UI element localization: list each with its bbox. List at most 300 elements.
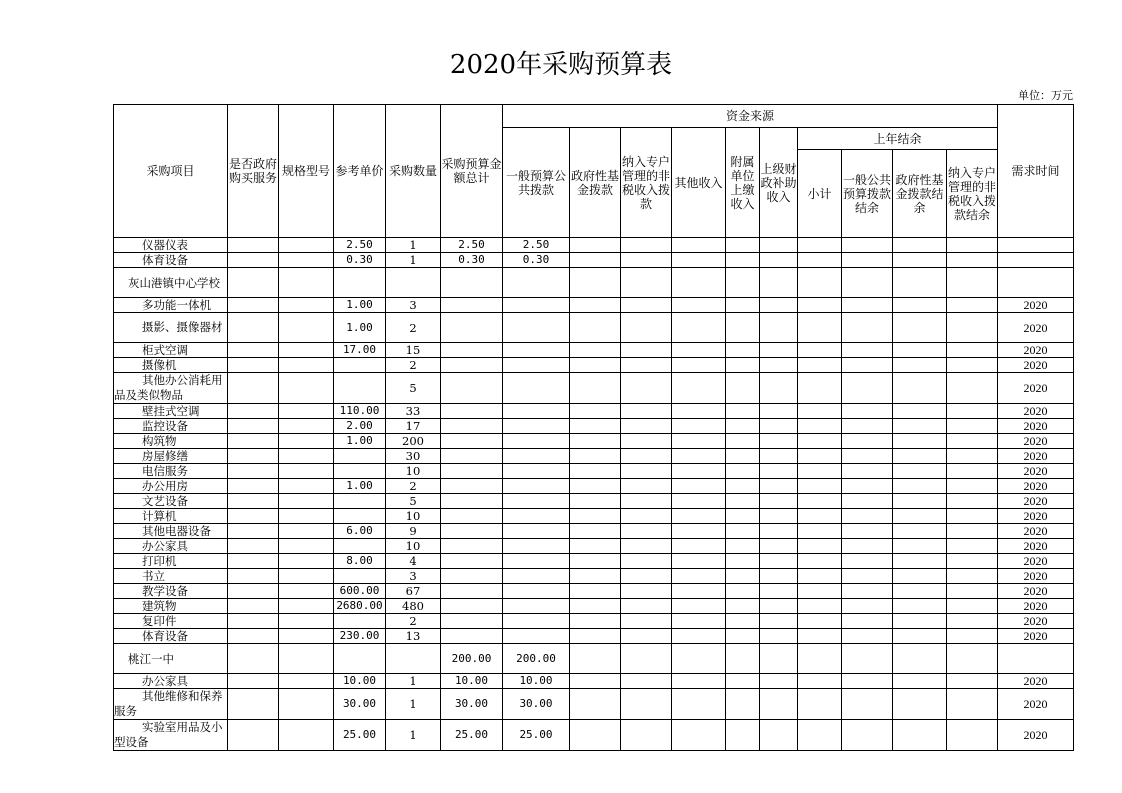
header-superior: 上级财政补助收入 (760, 128, 798, 238)
general-budget-cell (503, 268, 570, 298)
item-name-cell: 其他电器设备 (114, 524, 228, 539)
ref-price-cell (334, 644, 386, 674)
fund-cell (842, 494, 893, 509)
table-row (114, 434, 1074, 449)
fund-cell (947, 313, 998, 343)
spec-cell (279, 404, 334, 419)
fund-cell (672, 449, 726, 464)
fund-cell (570, 524, 621, 539)
gov-purchase-cell (228, 599, 279, 614)
fund-cell (726, 614, 760, 629)
fund-cell (570, 253, 621, 268)
demand-time-cell: 2020 (998, 629, 1074, 644)
qty-cell: 5 (386, 373, 441, 404)
table-row (114, 674, 1074, 689)
general-budget-cell (503, 373, 570, 404)
table-row (114, 584, 1074, 599)
ref-price-cell: 30.00 (334, 689, 386, 720)
fund-cell (798, 268, 842, 298)
demand-time-cell: 2020 (998, 720, 1074, 751)
general-budget-cell (503, 343, 570, 358)
header-gov-purchase: 是否政府购买服务 (228, 105, 279, 238)
fund-cell (947, 539, 998, 554)
fund-cell (726, 599, 760, 614)
ref-price-cell: 1.00 (334, 479, 386, 494)
ref-price-cell (334, 464, 386, 479)
budget-table-body (114, 238, 1074, 751)
fund-cell (672, 599, 726, 614)
general-budget-cell (503, 554, 570, 569)
header-demand-time: 需求时间 (998, 105, 1074, 238)
fund-cell (672, 298, 726, 313)
total-cell: 30.00 (441, 689, 503, 720)
demand-time-cell: 2020 (998, 434, 1074, 449)
demand-time-cell: 2020 (998, 358, 1074, 373)
fund-cell (570, 479, 621, 494)
fund-cell (726, 298, 760, 313)
general-budget-cell (503, 358, 570, 373)
spec-cell (279, 524, 334, 539)
fund-cell (842, 524, 893, 539)
fund-cell (947, 449, 998, 464)
gov-purchase-cell (228, 674, 279, 689)
general-budget-cell: 10.00 (503, 674, 570, 689)
qty-cell: 67 (386, 584, 441, 599)
fund-cell (621, 569, 672, 584)
fund-cell (798, 253, 842, 268)
fund-cell (570, 313, 621, 343)
gov-purchase-cell (228, 524, 279, 539)
item-name-cell: 构筑物 (114, 434, 228, 449)
fund-cell (842, 434, 893, 449)
fund-cell (760, 343, 798, 358)
ref-price-cell: 1.00 (334, 298, 386, 313)
item-name-cell: 监控设备 (114, 419, 228, 434)
fund-cell (672, 313, 726, 343)
fund-cell (947, 268, 998, 298)
qty-cell: 10 (386, 539, 441, 554)
ref-price-cell (334, 449, 386, 464)
table-row (114, 539, 1074, 554)
fund-cell (760, 253, 798, 268)
qty-cell: 3 (386, 569, 441, 584)
fund-cell (621, 298, 672, 313)
total-cell: 200.00 (441, 644, 503, 674)
fund-cell (726, 720, 760, 751)
fund-cell (570, 584, 621, 599)
header-general-budget: 一般预算公共拨款 (503, 128, 570, 238)
fund-cell (570, 464, 621, 479)
fund-cell (621, 404, 672, 419)
fund-cell (798, 629, 842, 644)
gov-purchase-cell (228, 539, 279, 554)
fund-cell (798, 644, 842, 674)
fund-cell (947, 479, 998, 494)
general-budget-cell: 30.00 (503, 689, 570, 720)
fund-cell (760, 373, 798, 404)
fund-cell (570, 539, 621, 554)
fund-cell (842, 358, 893, 373)
qty-cell: 17 (386, 419, 441, 434)
demand-time-cell (998, 253, 1074, 268)
fund-cell (947, 464, 998, 479)
table-row (114, 343, 1074, 358)
fund-cell (798, 720, 842, 751)
qty-cell (386, 268, 441, 298)
general-budget-cell (503, 614, 570, 629)
gov-purchase-cell (228, 464, 279, 479)
demand-time-cell: 2020 (998, 539, 1074, 554)
fund-cell (570, 644, 621, 674)
total-cell (441, 509, 503, 524)
item-name-cell: 教学设备 (114, 584, 228, 599)
fund-cell (621, 419, 672, 434)
table-row (114, 464, 1074, 479)
table-row (114, 629, 1074, 644)
fund-cell (798, 238, 842, 253)
spec-cell (279, 689, 334, 720)
general-budget-cell (503, 449, 570, 464)
fund-cell (842, 479, 893, 494)
fund-cell (621, 449, 672, 464)
general-budget-cell (503, 584, 570, 599)
item-name-cell: 仪器仪表 (114, 238, 228, 253)
table-row (114, 419, 1074, 434)
fund-cell (893, 449, 947, 464)
general-budget-cell (503, 479, 570, 494)
fund-cell (798, 554, 842, 569)
fund-cell (842, 253, 893, 268)
fund-cell (947, 720, 998, 751)
header-item: 采购项目 (114, 105, 228, 238)
total-cell (441, 419, 503, 434)
fund-cell (621, 720, 672, 751)
fund-cell (798, 584, 842, 599)
fund-cell (947, 238, 998, 253)
qty-cell: 1 (386, 674, 441, 689)
total-cell (441, 464, 503, 479)
fund-cell (842, 373, 893, 404)
demand-time-cell: 2020 (998, 569, 1074, 584)
fund-cell (672, 434, 726, 449)
table-row (114, 689, 1074, 720)
item-name-cell: 灰山港镇中心学校 (114, 268, 228, 298)
item-name-cell: 摄影、摄像器材 (114, 313, 228, 343)
fund-cell (672, 554, 726, 569)
qty-cell: 10 (386, 509, 441, 524)
fund-cell (893, 464, 947, 479)
general-budget-cell (503, 494, 570, 509)
page-title: 2020年采购预算表 (449, 50, 673, 80)
fund-cell (726, 644, 760, 674)
demand-time-cell (998, 644, 1074, 674)
table-row (114, 449, 1074, 464)
demand-time-cell: 2020 (998, 524, 1074, 539)
spec-cell (279, 479, 334, 494)
qty-cell: 1 (386, 253, 441, 268)
fund-cell (760, 554, 798, 569)
fund-cell (672, 674, 726, 689)
fund-cell (842, 584, 893, 599)
total-cell: 0.30 (441, 253, 503, 268)
spec-cell (279, 449, 334, 464)
total-cell (441, 569, 503, 584)
fund-cell (947, 644, 998, 674)
fund-cell (672, 689, 726, 720)
item-name-cell: 办公用房 (114, 479, 228, 494)
fund-cell (726, 343, 760, 358)
qty-cell: 1 (386, 238, 441, 253)
fund-cell (760, 434, 798, 449)
fund-cell (842, 464, 893, 479)
fund-cell (842, 554, 893, 569)
fund-cell (726, 404, 760, 419)
total-cell (441, 584, 503, 599)
gov-purchase-cell (228, 479, 279, 494)
fund-cell (893, 253, 947, 268)
fund-cell (760, 238, 798, 253)
fund-cell (570, 268, 621, 298)
general-budget-cell (503, 419, 570, 434)
fund-cell (726, 434, 760, 449)
gov-purchase-cell (228, 434, 279, 449)
total-cell (441, 268, 503, 298)
fund-cell (726, 373, 760, 404)
general-budget-cell (503, 599, 570, 614)
spec-cell (279, 238, 334, 253)
fund-cell (947, 494, 998, 509)
fund-cell (726, 509, 760, 524)
fund-cell (893, 434, 947, 449)
fund-cell (842, 298, 893, 313)
item-name-cell: 计算机 (114, 509, 228, 524)
header-affiliated: 附属单位上缴收入 (726, 128, 760, 238)
header-subtotal: 小计 (798, 150, 842, 238)
gov-purchase-cell (228, 253, 279, 268)
fund-cell (893, 614, 947, 629)
gov-purchase-cell (228, 569, 279, 584)
gov-purchase-cell (228, 494, 279, 509)
fund-cell (570, 629, 621, 644)
fund-cell (621, 524, 672, 539)
demand-time-cell (998, 238, 1074, 253)
spec-cell (279, 629, 334, 644)
fund-cell (672, 539, 726, 554)
item-name-cell: 多功能一体机 (114, 298, 228, 313)
fund-cell (726, 479, 760, 494)
fund-cell (947, 253, 998, 268)
general-budget-cell (503, 629, 570, 644)
gov-purchase-cell (228, 720, 279, 751)
fund-cell (947, 689, 998, 720)
spec-cell (279, 644, 334, 674)
table-row (114, 358, 1074, 373)
fund-cell (842, 509, 893, 524)
fund-cell (621, 599, 672, 614)
spec-cell (279, 268, 334, 298)
header-ly-special: 纳入专户管理的非税收入拨款结余 (947, 150, 998, 238)
fund-cell (798, 599, 842, 614)
demand-time-cell: 2020 (998, 509, 1074, 524)
fund-cell (893, 494, 947, 509)
fund-cell (798, 298, 842, 313)
fund-cell (947, 298, 998, 313)
fund-cell (621, 464, 672, 479)
fund-cell (893, 554, 947, 569)
item-name-cell: 房屋修缮 (114, 449, 228, 464)
fund-cell (760, 689, 798, 720)
fund-cell (842, 449, 893, 464)
fund-cell (893, 358, 947, 373)
general-budget-cell: 0.30 (503, 253, 570, 268)
fund-cell (672, 720, 726, 751)
total-cell (441, 524, 503, 539)
fund-cell (726, 313, 760, 343)
spec-cell (279, 434, 334, 449)
fund-cell (893, 343, 947, 358)
fund-cell (798, 419, 842, 434)
gov-purchase-cell (228, 343, 279, 358)
fund-cell (726, 524, 760, 539)
fund-cell (726, 494, 760, 509)
fund-cell (842, 629, 893, 644)
fund-cell (947, 434, 998, 449)
fund-cell (621, 479, 672, 494)
item-name-cell: 柜式空调 (114, 343, 228, 358)
fund-cell (672, 464, 726, 479)
fund-cell (672, 343, 726, 358)
table-row (114, 253, 1074, 268)
table-row (114, 404, 1074, 419)
fund-cell (760, 584, 798, 599)
general-budget-cell (503, 524, 570, 539)
header-ref-price: 参考单价 (334, 105, 386, 238)
fund-cell (672, 268, 726, 298)
fund-cell (672, 253, 726, 268)
table-row (114, 313, 1074, 343)
fund-cell (798, 464, 842, 479)
table-row (114, 373, 1074, 404)
fund-cell (893, 644, 947, 674)
fund-cell (842, 689, 893, 720)
table-row (114, 644, 1074, 674)
fund-cell (798, 404, 842, 419)
fund-cell (798, 674, 842, 689)
fund-cell (672, 509, 726, 524)
table-row (114, 494, 1074, 509)
total-cell (441, 404, 503, 419)
fund-cell (842, 720, 893, 751)
fund-cell (842, 238, 893, 253)
fund-cell (842, 569, 893, 584)
fund-cell (621, 554, 672, 569)
gov-purchase-cell (228, 404, 279, 419)
fund-cell (760, 358, 798, 373)
total-cell (441, 298, 503, 313)
total-cell: 2.50 (441, 238, 503, 253)
fund-cell (947, 569, 998, 584)
fund-cell (947, 509, 998, 524)
fund-cell (842, 674, 893, 689)
total-cell (441, 343, 503, 358)
qty-cell: 1 (386, 720, 441, 751)
demand-time-cell: 2020 (998, 449, 1074, 464)
fund-cell (672, 569, 726, 584)
item-name-cell: 桃江一中 (114, 644, 228, 674)
fund-cell (672, 358, 726, 373)
total-cell (441, 373, 503, 404)
fund-cell (570, 689, 621, 720)
gov-purchase-cell (228, 584, 279, 599)
fund-cell (570, 238, 621, 253)
general-budget-cell (503, 464, 570, 479)
general-budget-cell: 25.00 (503, 720, 570, 751)
fund-cell (760, 720, 798, 751)
ref-price-cell: 6.00 (334, 524, 386, 539)
spec-cell (279, 373, 334, 404)
fund-cell (726, 268, 760, 298)
fund-cell (672, 524, 726, 539)
fund-cell (621, 509, 672, 524)
fund-cell (672, 373, 726, 404)
fund-cell (672, 479, 726, 494)
table-row (114, 509, 1074, 524)
ref-price-cell: 25.00 (334, 720, 386, 751)
fund-cell (672, 629, 726, 644)
fund-cell (760, 674, 798, 689)
table-row (114, 599, 1074, 614)
spec-cell (279, 313, 334, 343)
fund-cell (570, 720, 621, 751)
demand-time-cell: 2020 (998, 479, 1074, 494)
fund-cell (947, 599, 998, 614)
fund-cell (760, 524, 798, 539)
fund-cell (798, 614, 842, 629)
fund-cell (570, 614, 621, 629)
fund-cell (893, 313, 947, 343)
item-name-cell: 办公家具 (114, 674, 228, 689)
spec-cell (279, 419, 334, 434)
fund-cell (947, 674, 998, 689)
fund-cell (621, 253, 672, 268)
fund-cell (893, 720, 947, 751)
qty-cell: 2 (386, 614, 441, 629)
ref-price-cell: 2.00 (334, 419, 386, 434)
fund-cell (893, 629, 947, 644)
qty-cell: 2 (386, 313, 441, 343)
ref-price-cell (334, 268, 386, 298)
gov-purchase-cell (228, 238, 279, 253)
item-name-cell: 书立 (114, 569, 228, 584)
header-other-income: 其他收入 (672, 128, 726, 238)
item-name-cell: 体育设备 (114, 629, 228, 644)
qty-cell: 480 (386, 599, 441, 614)
fund-cell (760, 404, 798, 419)
gov-purchase-cell (228, 644, 279, 674)
table-row (114, 569, 1074, 584)
spec-cell (279, 464, 334, 479)
general-budget-cell (503, 404, 570, 419)
fund-cell (842, 268, 893, 298)
fund-cell (893, 268, 947, 298)
fund-cell (798, 494, 842, 509)
fund-cell (760, 419, 798, 434)
fund-cell (893, 479, 947, 494)
qty-cell: 5 (386, 494, 441, 509)
item-name-cell: 办公家具 (114, 539, 228, 554)
fund-cell (570, 434, 621, 449)
item-name-cell: 体育设备 (114, 253, 228, 268)
